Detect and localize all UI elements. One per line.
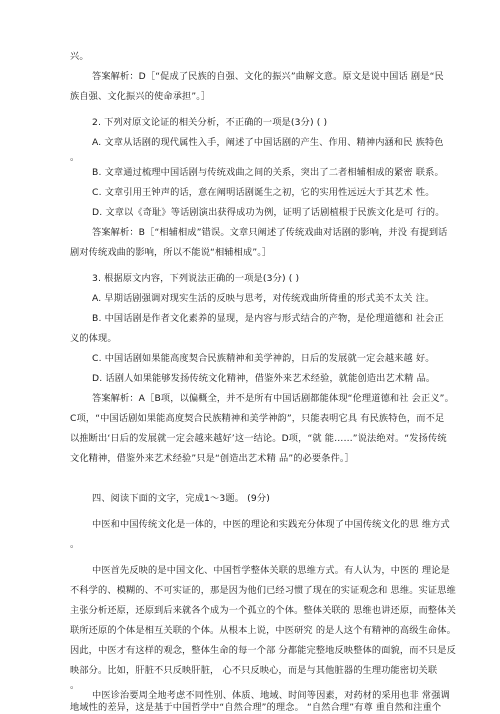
question-2-stem: 2. 下列对原文论证的相关分析，不正确的一项是(3分) ( ) (92, 117, 328, 128)
option-3d: D. 话剧人如果能够发扬传统文化精神，借鉴外来艺术经验，就能创造出艺术精 品。 (92, 373, 436, 384)
text-line: 联所还原的个体是相互关联的个体。从根本上说，中医研究 的是人这个有精神的高级生命体。 (70, 625, 456, 636)
text-line: 文化精神，借鉴外来艺术经验”只是“创造出艺术精 品”的必要条件。］ (70, 453, 354, 464)
option-3a: A. 早期话剧强调对现实生活的反映与思考，对传统戏曲所倚重的形式美不太关 注。 (92, 293, 435, 304)
option-2c: C. 文章引用王钟声的话，意在阐明话剧诞生之初，它的实用性远远大于其艺术 性。 (92, 187, 435, 198)
text-line: 映部分。比如，肝脏不只反映肝脏， 心不只反映心，而是与其他脏器的生理功能密切关联 (70, 665, 438, 676)
passage-paragraph-3: 中医诊治要周全地考虑不同性别、体质、地域、时间等因素，对药材的采用也非 常强调 (92, 690, 450, 701)
text-line: 地域性的差异，这是基于中国哲学中“自然合理”的理念。 “自然合理”有尊 重自然和注重个 (70, 702, 442, 713)
answer-explanation-2: 答案解析：B［“相辅相成”错误。文章只阐述了传统戏曲对话剧的影响，并没 有提到话 (92, 227, 448, 238)
option-3c: C. 中国话剧如果能高度契合民族精神和美学神韵，日后的发展就一定会越来越 好。 (92, 353, 435, 364)
text-line: 。 (70, 539, 80, 550)
answer-explanation-3: 答案解析：A［B项，以偏概全，并不是所有中国话剧都能体现“伦理道德和社 会正义”。 (92, 393, 454, 404)
question-3-stem: 3. 根据原文内容，下列说法正确的一项是(3分) ( ) (92, 273, 300, 284)
option-2b: B. 文章通过梳理中国话剧与传统戏曲之间的关系，突出了二者相辅相成的紧密 联系。 (92, 167, 444, 178)
text-line: 。 (70, 680, 80, 691)
section-heading: 四、阅读下面的文字，完成1～3题。 (9分) (92, 493, 270, 504)
text-line: 不科学的、模糊的、不可实证的，那是因为他们已经习惯了现在的实证观念和 思维。实证思维 (70, 585, 456, 596)
text-line: C项，“中国话剧如果能高度契合民族精神和美学神韵”，只能表明它具 有民族特色，而不足 (70, 413, 445, 424)
text-line: 主张分析还原，还原到后来就各个成为一个孤立的个体。整体关联的 思维也讲还原，而整体关 (70, 605, 456, 616)
text-line: 以推断出‘日后的发展就一定会越来越好’这一结论。D项，“就 能……”说法绝对。“发扬传统 (70, 433, 447, 444)
text-line: 兴。 (70, 51, 89, 62)
passage-paragraph-1: 中医和中国传统文化是一体的，中医的理论和实践充分体现了中国传统文化的思 维方式 (92, 519, 450, 530)
option-2d: D. 文章以《奇耻》等话剧演出获得成功为例，证明了话剧植根于民族文化是可 行的。 (92, 207, 445, 218)
text-line: 。 (70, 152, 80, 163)
text-line: 因此，中医才有这样的观念，整体生命的每一个部 分都能完整地反映整体的面貌，而不只是反 (70, 645, 456, 656)
text-line: 剧对传统戏曲的影响，所以不能说“相辅相成”。］ (70, 247, 272, 258)
passage-paragraph-2: 中医首先反映的是中国文化、中国哲学整体关联的思维方式。有人认为，中医的 理论是 (92, 565, 450, 576)
text-line: 义的体现。 (70, 333, 117, 344)
option-3b: B. 中国话剧是作者文化素养的显现，是内容与形式结合的产物，是伦理道德和 社会正 (92, 313, 444, 324)
option-2a: A. 文章从话剧的现代属性入手，阐述了中国话剧的产生、作用、精神内涵和民 族特色 (92, 137, 444, 148)
text-line: 族自强、文化振兴的使命承担”。］ (70, 91, 211, 102)
answer-explanation-1: 答案解析：D［“促成了民族的自强、文化的振兴”曲解文意。原文是说中国话 剧是“民 (92, 71, 444, 82)
